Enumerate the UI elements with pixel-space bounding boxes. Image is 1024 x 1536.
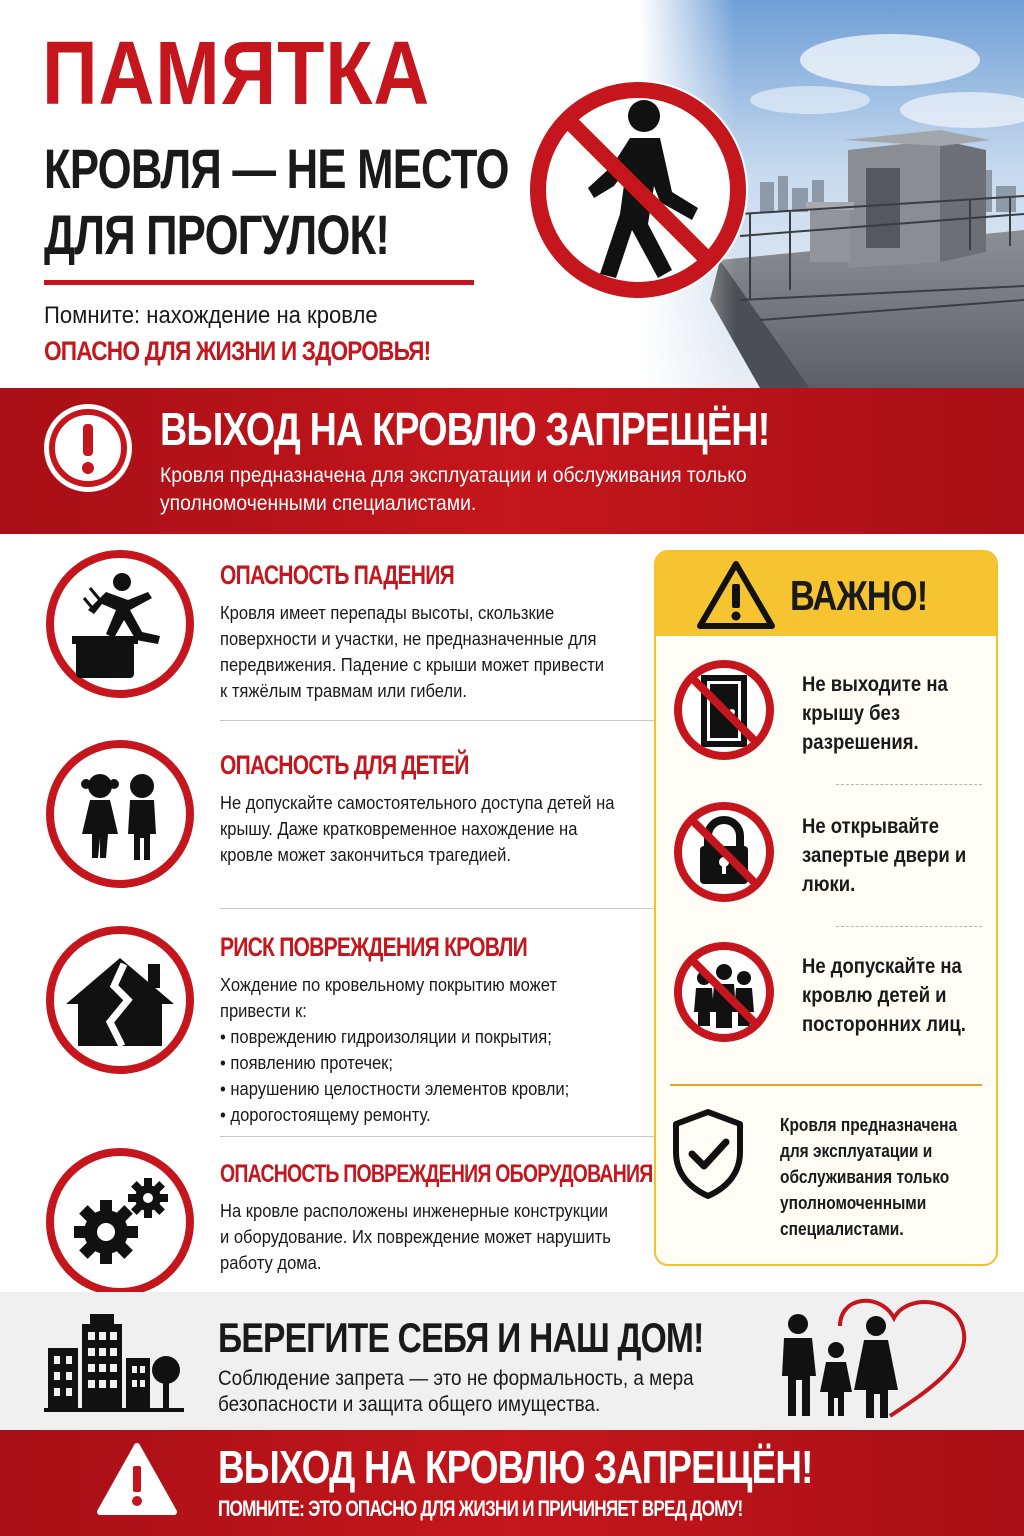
falling-person-icon <box>44 548 196 700</box>
subtitle-line-1: КРОВЛЯ — НЕ МЕСТО <box>44 137 509 200</box>
bullet-item: • дорогостоящему ремонту. <box>220 1102 616 1128</box>
hazard-text <box>220 972 616 1128</box>
family-heart-icon <box>770 1296 970 1424</box>
no-people-icon <box>670 938 778 1046</box>
important-item <box>670 798 986 908</box>
no-walking-icon <box>522 74 754 306</box>
important-divider <box>836 784 982 785</box>
important-box <box>654 550 998 1266</box>
gears-icon <box>44 1146 196 1298</box>
hazard-text: Не допускайте самостоятельного доступа детей на крышу. Даже кратковременное нахождение на кровле может закончиться трагедией. <box>220 793 615 865</box>
hazard-text: Кровля имеет перепады высоты, скользкие поверхности и участки, не предназначенные для передвижения. Падение с крыши может привести к тяжёлым травмам или гибели. <box>220 603 605 701</box>
important-divider <box>836 926 982 927</box>
prohibition-banner <box>0 388 1024 534</box>
hazard-intro: Хождение по кровельному покрытию может привести к: <box>220 975 557 1021</box>
footer-title: ВЫХОД НА КРОВЛЮ ЗАПРЕЩЁН! <box>218 1441 813 1493</box>
header <box>0 0 1024 388</box>
hazard-divider <box>220 1136 666 1137</box>
important-title: ВАЖНО! <box>790 572 928 619</box>
hazard-divider <box>220 720 666 721</box>
exclamation-icon <box>42 402 134 494</box>
hazard-falling <box>44 548 624 718</box>
care-section <box>0 1292 1024 1430</box>
hazard-roof-damage <box>44 924 624 1134</box>
hazard-title: РИСК ПОВРЕЖДЕНИЯ КРОВЛИ <box>220 932 528 962</box>
hazard-equipment <box>44 1146 653 1286</box>
city-buildings-icon <box>44 1304 184 1414</box>
page-title: ПАМЯТКА <box>42 24 431 124</box>
no-padlock-icon <box>670 798 778 906</box>
bullet-item: • появлению протечек; <box>220 1050 616 1076</box>
important-item-text: Не открывайте запертые двери и люки. <box>802 815 967 896</box>
banner-title: ВЫХОД НА КРОВЛЮ ЗАПРЕЩЁН! <box>160 403 770 455</box>
footer-text: ПОМНИТЕ: ЭТО ОПАСНО ДЛЯ ЖИЗНИ И ПРИЧИНЯЕТ ВРЕД ДОМУ! <box>218 1496 743 1521</box>
hazard-children <box>44 738 624 908</box>
bullet-item: • нарушению целостности элементов кровли; <box>220 1076 616 1102</box>
warning-triangle-icon <box>696 560 776 630</box>
important-note: Кровля предназначена для эксплуатации и обслуживания только уполномоченными специалистами. <box>780 1115 958 1239</box>
important-header <box>656 552 996 636</box>
important-item <box>670 656 986 766</box>
bullet-item: • повреждению гидроизоляции и покрытия; <box>220 1024 616 1050</box>
danger-text: ОПАСНО ДЛЯ ЖИЗНИ И ЗДОРОВЬЯ! <box>44 336 431 366</box>
important-divider <box>670 1084 982 1086</box>
hazard-bullets <box>220 1024 616 1128</box>
hazard-title: ОПАСНОСТЬ ПАДЕНИЯ <box>220 560 454 590</box>
important-item-text: Не допускайте на кровлю детей и посторонних лиц. <box>802 955 966 1036</box>
footer-banner <box>0 1430 1024 1536</box>
hazard-divider <box>220 908 666 909</box>
care-title: БЕРЕГИТЕ СЕБЯ И НАШ ДОМ! <box>218 1314 704 1361</box>
children-icon <box>44 738 196 890</box>
header-divider <box>44 280 474 285</box>
shield-check-icon <box>670 1108 746 1200</box>
cracked-house-icon <box>44 924 196 1076</box>
subtitle-line-2: ДЛЯ ПРОГУЛОК! <box>44 203 390 266</box>
care-text: Соблюдение запрета — это не формальность, а мера безопасности и защита общего имущества. <box>218 1367 694 1416</box>
page-subtitle <box>44 136 509 268</box>
remember-text: Помните: нахождение на кровле <box>44 302 378 329</box>
warning-triangle-icon <box>96 1442 178 1518</box>
important-item-text: Не выходите на крышу без разрешения. <box>802 673 948 754</box>
hazard-title: ОПАСНОСТЬ ПОВРЕЖДЕНИЯ ОБОРУДОВАНИЯ <box>220 1160 653 1188</box>
hazard-text: На кровле расположены инженерные конструкции и оборудование. Их повреждение может нарушить работу дома. <box>220 1201 611 1273</box>
banner-text: Кровля предназначена для эксплуатации и обслуживания только уполномоченными специалистами. <box>160 464 747 515</box>
no-door-icon <box>670 656 778 764</box>
important-item <box>670 938 986 1068</box>
hazard-title: ОПАСНОСТЬ ДЛЯ ДЕТЕЙ <box>220 750 469 780</box>
